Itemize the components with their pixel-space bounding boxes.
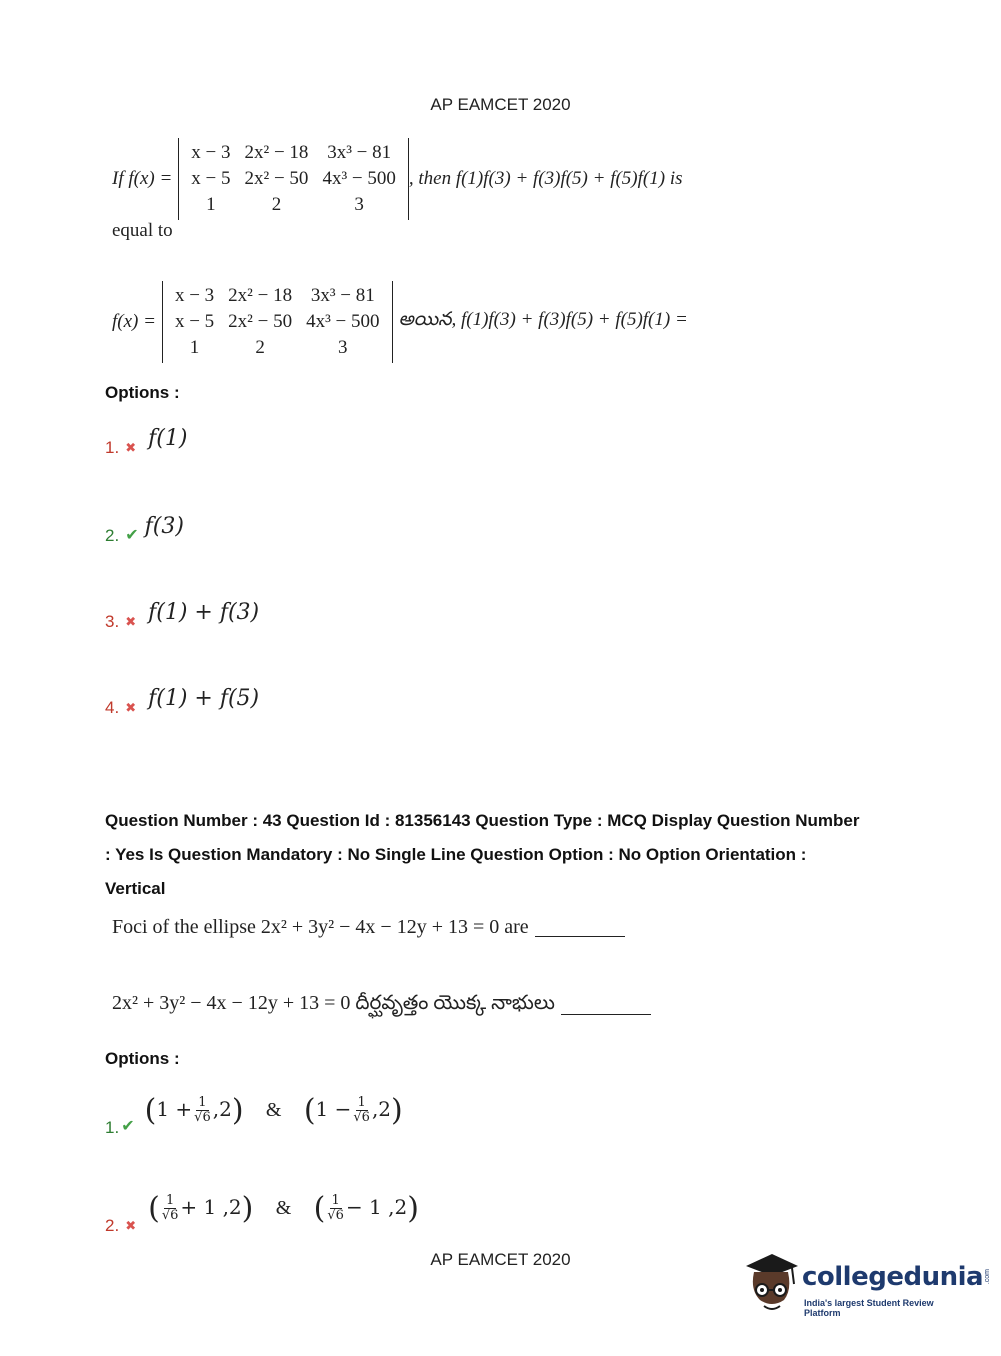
page-footer: AP EAMCET 2020	[430, 1250, 571, 1269]
option-text: f(1) + f(3)	[148, 599, 260, 625]
frac-den: √6	[194, 1109, 211, 1125]
option-text: ( $\frac{1}{√6}$ + 1 ,2) & ( $\frac{1}{√6}$ − 1 ,2)	[148, 1190, 419, 1226]
fraction	[353, 1096, 370, 1125]
answer-blank	[561, 996, 651, 1015]
logo-name: collegedunia	[802, 1262, 984, 1292]
cross-icon: ✖	[125, 1218, 137, 1233]
q43-meta-line1: Question Number : 43 Question Id : 81356143 Question Type : MCQ Display Question Number	[105, 811, 860, 830]
question-42-english	[112, 140, 683, 218]
det-cell: 3	[338, 337, 348, 358]
q43-option-1[interactable]	[105, 1082, 403, 1138]
fraction	[162, 1194, 179, 1223]
option-part: ,2	[212, 1096, 232, 1121]
q42-option-4[interactable]	[105, 678, 259, 718]
determinant-en	[178, 140, 409, 218]
option-part: 1 +	[156, 1096, 193, 1121]
q43-meta-line3: Vertical	[105, 879, 166, 898]
cross-icon: ✖	[125, 614, 137, 629]
frac-num: 1	[165, 1192, 175, 1208]
option-number: 1.	[105, 1118, 120, 1137]
det-cell: 1	[206, 194, 216, 215]
option-number: 2.	[105, 1216, 120, 1235]
frac-num: 1	[357, 1094, 366, 1110]
det-cell: 4x³ − 500	[306, 311, 380, 332]
fraction	[194, 1096, 211, 1125]
det-cell: 2x² − 50	[228, 311, 293, 332]
frac-den: √6	[353, 1109, 370, 1125]
option-text: f(1)	[148, 425, 188, 451]
q43-meta	[105, 804, 925, 906]
q42-te-prefix: f(x) =	[112, 311, 156, 332]
cross-icon: ✖	[125, 700, 137, 715]
det-cell: 2x² − 18	[244, 142, 309, 163]
q42-option-2[interactable]	[105, 506, 184, 546]
det-cell: x − 5	[174, 311, 215, 332]
q42-en-prefix: If f(x) =	[112, 168, 173, 189]
collegedunia-logo[interactable]	[742, 1250, 992, 1320]
q42-en-suffix: , then f(1)f(3) + f(3)f(5) + f(5)f(1) is	[408, 168, 683, 189]
ampersand: &	[265, 1098, 282, 1121]
option-part: + 1 ,2	[180, 1194, 242, 1219]
det-cell: 2	[255, 337, 265, 358]
q43-en-text: Foci of the ellipse 2x² + 3y² − 4x − 12y + 13 = 0 are	[112, 916, 529, 938]
det-cell: 2x² − 50	[244, 168, 309, 189]
det-cell: 4x³ − 500	[322, 168, 396, 189]
option-text: f(3)	[144, 513, 184, 539]
option-text: f(1) + f(5)	[148, 685, 260, 711]
check-icon: ✔	[121, 1118, 135, 1135]
frac-den: √6	[161, 1207, 179, 1223]
det-cell: 3x³ − 81	[310, 285, 375, 306]
option-part: − 1 ,2	[345, 1194, 408, 1219]
q42-options-title: Options :	[105, 383, 180, 402]
q43-meta-line2: : Yes Is Question Mandatory : No Single Line Question Option : No Option Orientation :	[105, 845, 807, 864]
q42-en-line2: equal to	[112, 220, 173, 241]
option-number: 3.	[105, 612, 120, 631]
frac-den: √6	[327, 1207, 344, 1223]
frac-num: 1	[331, 1192, 340, 1208]
page-header: AP EAMCET 2020	[430, 95, 571, 114]
q42-option-1[interactable]	[105, 418, 187, 458]
ampersand: &	[275, 1196, 292, 1219]
question-42-telugu	[112, 283, 688, 361]
det-cell: 2x² − 18	[228, 285, 293, 306]
question-43-english	[112, 916, 625, 939]
check-icon: ✔	[125, 527, 139, 544]
q43-option-2[interactable]	[105, 1180, 419, 1236]
q42-option-3[interactable]	[105, 592, 259, 632]
option-part: ,2	[371, 1096, 392, 1121]
option-number: 1.	[105, 438, 120, 457]
det-cell: x − 5	[191, 168, 231, 189]
question-43-telugu	[112, 992, 651, 1019]
det-cell: x − 3	[174, 285, 215, 306]
fraction	[327, 1194, 344, 1223]
det-cell: 3x³ − 81	[327, 142, 392, 163]
q42-te-suffix: అయిన, f(1)f(3) + f(3)f(5) + f(5)f(1) =	[398, 309, 688, 330]
q43-te-text: 2x² + 3y² − 4x − 12y + 13 = 0 దీర్ఘవృత్తం యొక్క నాభులు	[112, 992, 555, 1014]
mascot-icon	[742, 1250, 800, 1314]
option-part: 1 −	[315, 1096, 352, 1121]
logo-tagline: India's largest Student Review Platform	[804, 1298, 934, 1318]
option-number: 2.	[105, 526, 120, 545]
frac-num: 1	[198, 1094, 207, 1110]
determinant-te	[162, 283, 393, 361]
det-cell: 3	[354, 194, 364, 215]
option-number: 4.	[105, 698, 120, 717]
det-cell: 2	[271, 194, 282, 215]
logo-dotcom: .com	[984, 1269, 992, 1285]
det-cell: x − 3	[191, 142, 231, 163]
answer-blank	[535, 918, 625, 937]
det-cell: 1	[189, 337, 200, 358]
option-text: (1 + $\frac{1}{√6}$ ,2) & (1 − $\frac{1}{√6}$ ,2)	[144, 1092, 403, 1128]
cross-icon: ✖	[125, 440, 137, 455]
q43-options-title: Options :	[105, 1049, 180, 1068]
